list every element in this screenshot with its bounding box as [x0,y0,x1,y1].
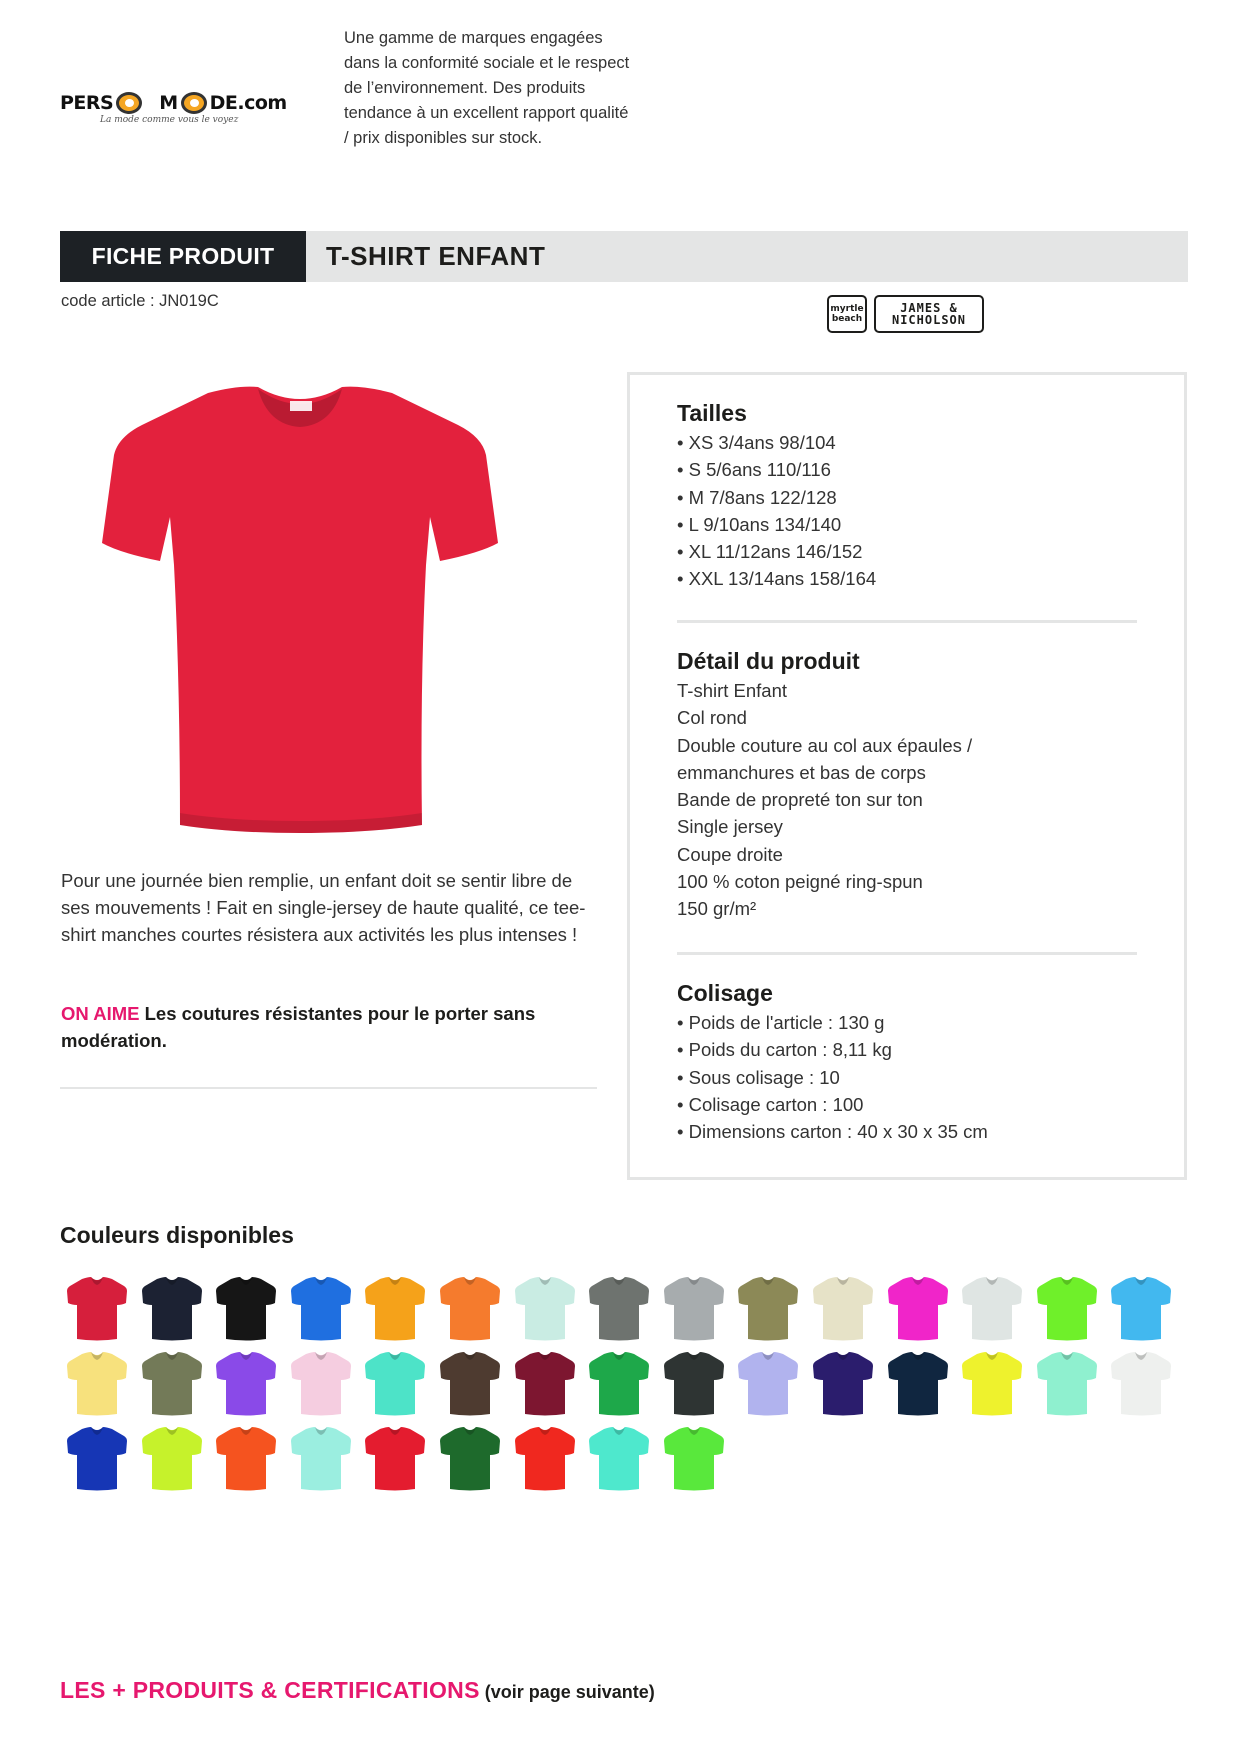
detail-item: emmanchures et bas de corps [677,761,926,783]
color-swatch[interactable] [1110,1276,1172,1342]
color-swatch[interactable] [439,1426,501,1492]
on-aime-label: ON AIME [61,1003,140,1024]
colisage-section [677,980,1137,1145]
on-aime-text: Les coutures résistantes pour le porter sans modération. [61,1003,536,1051]
detail-item: Bande de propreté ton sur ton [677,789,923,811]
detail-item: 150 gr/m² [677,898,757,920]
color-swatch[interactable] [663,1276,725,1342]
tailles-item: • M 7/8ans 122/128 [677,486,837,508]
james-nicholson-logo [874,295,984,333]
color-swatch[interactable] [737,1276,799,1342]
color-swatch[interactable] [961,1276,1023,1342]
color-swatch[interactable] [439,1351,501,1417]
swatch-tshirt [664,1277,724,1341]
product-title: T-SHIRT ENFANT [326,241,546,271]
divider [677,620,1137,623]
color-swatch[interactable] [66,1426,128,1492]
color-swatch[interactable] [66,1276,128,1342]
brand-logo [60,92,300,142]
swatch-tshirt [738,1277,798,1341]
swatch-tshirt [440,1352,500,1416]
product-tshirt-image [100,385,500,835]
tailles-item: • S 5/6ans 110/116 [677,459,831,481]
colisage-title: Colisage [677,980,773,1006]
colisage-item: • Dimensions carton : 40 x 30 x 35 cm [677,1121,988,1143]
footer-note: (voir page suivante) [479,1682,655,1702]
swatch-tshirt [67,1277,127,1341]
header-label: FICHE PRODUIT [60,231,306,282]
color-swatch[interactable] [141,1426,203,1492]
swatch-tshirt [515,1277,575,1341]
color-swatch[interactable] [141,1276,203,1342]
swatch-tshirt [1111,1277,1171,1341]
swatch-tshirt [962,1352,1022,1416]
swatch-tshirt [440,1277,500,1341]
color-swatch[interactable] [663,1351,725,1417]
color-swatch[interactable] [66,1351,128,1417]
tailles-item: • XXL 13/14ans 158/164 [677,568,877,590]
detail-item: Col rond [677,707,747,729]
intro-text: Une gamme de marques engagées dans la conformité sociale et le respect de l’environnement. Des produits tendance à un excellent rapport qualité / prix disponibles sur stock. [344,29,630,147]
swatch-tshirt [664,1352,724,1416]
color-swatch[interactable] [887,1276,949,1342]
swatch-tshirt [589,1427,649,1491]
color-swatch[interactable] [1036,1351,1098,1417]
divider [60,1087,597,1089]
detail-item: Coupe droite [677,843,783,865]
logo-wordmark [60,92,300,114]
color-swatch[interactable] [588,1351,650,1417]
swatch-tshirt [962,1277,1022,1341]
swatch-tshirt [813,1277,873,1341]
footer-main: LES + PRODUITS & CERTIFICATIONS [60,1677,480,1703]
colors-title: Couleurs disponibles [60,1222,294,1248]
logo-eye-icon [116,92,142,114]
swatch-tshirt [216,1277,276,1341]
swatch-tshirt [291,1352,351,1416]
divider [677,952,1137,955]
colisage-item: • Colisage carton : 100 [677,1093,864,1115]
detail-section [677,648,1137,923]
logo-text-right: DE.com [209,92,287,114]
logo-tagline: La mode comme vous le voyez [100,115,239,125]
color-swatch[interactable] [961,1351,1023,1417]
swatch-tshirt [1111,1352,1171,1416]
color-swatch[interactable] [1036,1276,1098,1342]
color-swatch[interactable] [514,1276,576,1342]
swatch-tshirt [216,1427,276,1491]
tailles-item: • XS 3/4ans 98/104 [677,432,836,453]
swatch-tshirt [216,1352,276,1416]
color-swatch[interactable] [663,1426,725,1492]
detail-item: Single jersey [677,816,783,838]
color-swatch[interactable] [514,1351,576,1417]
colisage-item: • Poids de l'article : 130 g [677,1012,885,1033]
color-swatch[interactable] [290,1351,352,1417]
swatch-tshirt [1037,1277,1097,1341]
color-swatch[interactable] [215,1276,277,1342]
detail-item: Double couture au col aux épaules / [677,734,973,756]
myrtle-beach-logo [827,295,867,333]
color-swatch[interactable] [514,1426,576,1492]
swatch-tshirt [291,1427,351,1491]
swatch-tshirt [813,1352,873,1416]
color-swatch[interactable] [364,1276,426,1342]
tshirt-label [290,401,312,411]
brand2-line1: JAMES & [900,301,958,315]
swatch-tshirt [67,1427,127,1491]
brand1-line2: beach [831,314,863,324]
code-article: code article : JN019C [61,292,219,310]
color-swatch[interactable] [215,1351,277,1417]
footer-link [60,1677,655,1704]
logo-m: M [159,92,178,114]
detail-item: T-shirt Enfant [677,680,788,701]
swatch-tshirt [589,1352,649,1416]
brand1-line1: myrtle [830,304,864,314]
color-swatch[interactable] [812,1276,874,1342]
tailles-section [677,400,1137,593]
swatch-tshirt [1037,1352,1097,1416]
color-swatch[interactable] [737,1351,799,1417]
on-aime-block [61,1000,601,1054]
colisage-item: • Sous colisage : 10 [677,1066,840,1088]
swatch-tshirt [67,1352,127,1416]
color-swatch[interactable] [364,1426,426,1492]
swatch-tshirt [142,1427,202,1491]
color-swatch[interactable] [364,1351,426,1417]
swatch-tshirt [365,1427,425,1491]
swatch-tshirt [142,1277,202,1341]
color-swatch[interactable] [887,1351,949,1417]
swatch-tshirt [515,1352,575,1416]
color-swatch[interactable] [215,1426,277,1492]
color-swatch[interactable] [812,1351,874,1417]
detail-item: 100 % coton peigné ring-spun [677,871,923,893]
swatch-tshirt [365,1277,425,1341]
swatch-tshirt [888,1352,948,1416]
color-swatch[interactable] [588,1426,650,1492]
swatch-tshirt [589,1277,649,1341]
swatch-tshirt [515,1427,575,1491]
tailles-item: • XL 11/12ans 146/152 [677,541,863,563]
swatch-tshirt [291,1277,351,1341]
color-swatch[interactable] [141,1351,203,1417]
detail-title: Détail du produit [677,648,860,674]
swatch-tshirt [440,1427,500,1491]
swatch-tshirt [888,1277,948,1341]
swatch-tshirt [738,1352,798,1416]
logo-eye-icon [181,92,207,114]
color-swatch[interactable] [588,1276,650,1342]
color-swatch[interactable] [1110,1351,1172,1417]
color-swatch[interactable] [439,1276,501,1342]
swatch-tshirt [142,1352,202,1416]
color-swatch[interactable] [290,1426,352,1492]
product-description: Pour une journée bien remplie, un enfant doit se sentir libre de ses mouvements ! Fait en single-jersey de haute qualité, ce tee-shirt manches courtes résistera aux activités les plus intenses ! [61,870,586,945]
swatch-tshirt [664,1427,724,1491]
tailles-title: Tailles [677,400,747,426]
color-swatch[interactable] [290,1276,352,1342]
swatch-tshirt [365,1352,425,1416]
logo-text-left: PERS [60,92,114,114]
tshirt-body [102,387,498,833]
colisage-item: • Poids du carton : 8,11 kg [677,1039,892,1061]
tailles-item: • L 9/10ans 134/140 [677,513,842,535]
brand2-line2: NICHOLSON [891,313,967,327]
